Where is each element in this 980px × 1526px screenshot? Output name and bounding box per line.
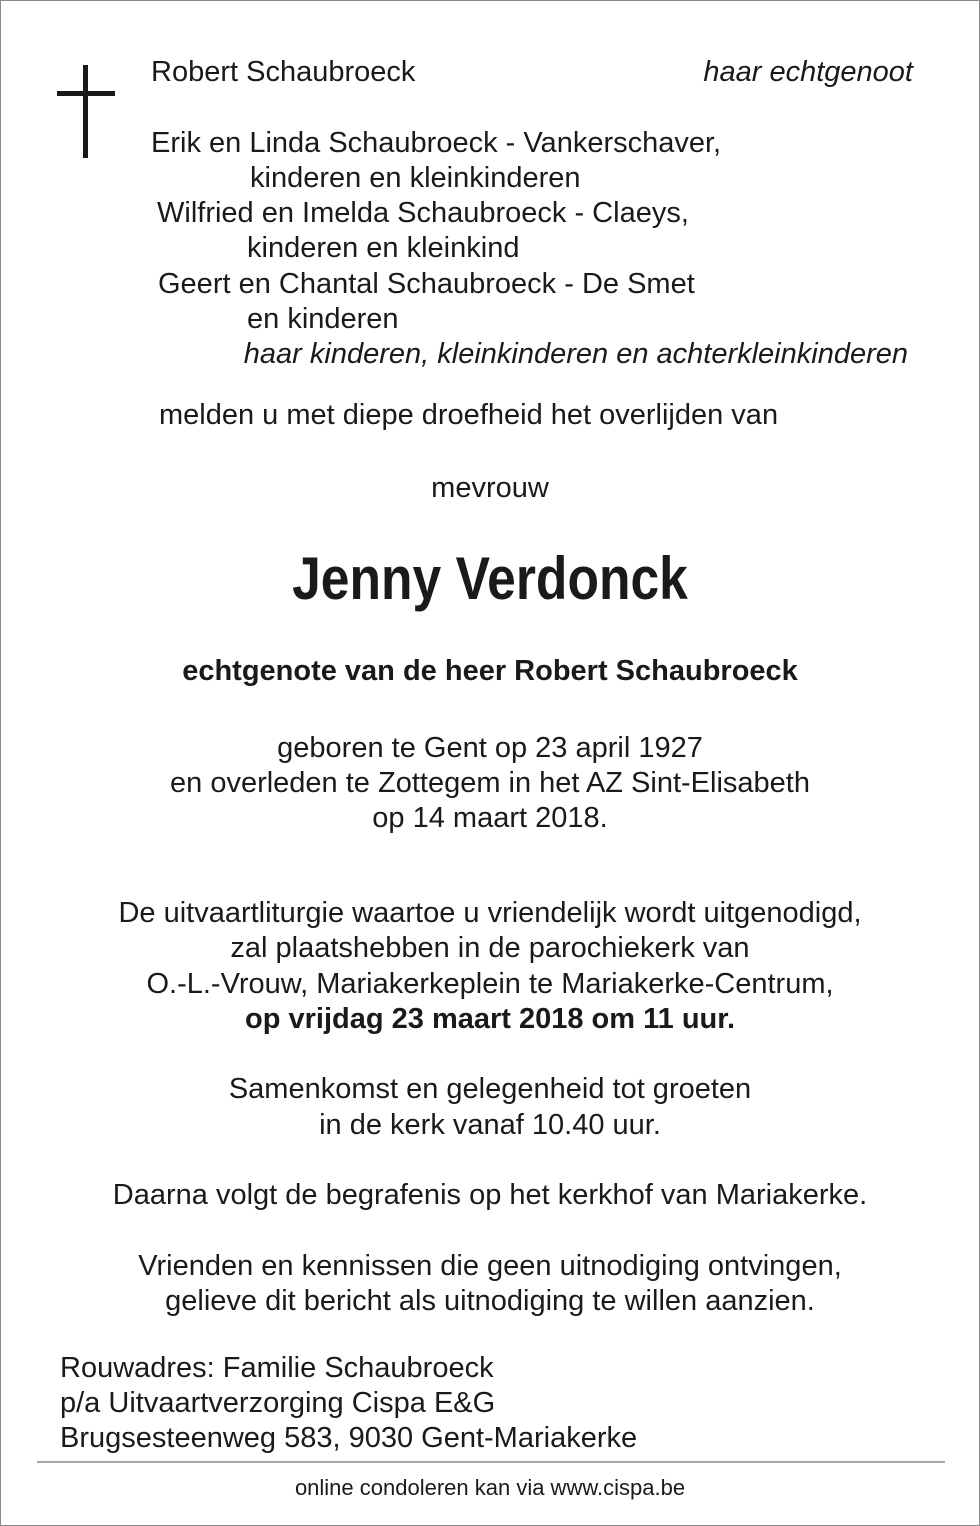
family-2-name: Wilfried en Imelda Schaubroeck - Claeys, [157, 197, 689, 229]
family-role: haar kinderen, kleinkinderen en achterkleinkinderen [243, 338, 908, 370]
husband-role: haar echtgenoot [703, 56, 913, 88]
footer-condolence-link[interactable]: online condoleren kan via www.cispa.be [294, 1475, 686, 1500]
invitation-line-1: Vrienden en kennissen die geen uitnodiging ontvingen, [138, 1250, 842, 1282]
death-line: en overleden te Zottegem in het AZ Sint-Elisabeth [170, 767, 810, 799]
death-date: op 14 maart 2018. [372, 802, 608, 834]
family-2-sub: kinderen en kleinkind [247, 232, 520, 264]
funeral-line-2: zal plaatshebben in de parochiekerk van [230, 932, 750, 964]
cross-vertical-bar [83, 65, 88, 158]
family-1-sub: kinderen en kleinkinderen [250, 162, 581, 194]
divider [37, 1461, 945, 1463]
deceased-relation: echtgenote van de heer Robert Schaubroeck [182, 655, 798, 687]
funeral-line-3: O.-L.-Vrouw, Mariakerkeplein te Mariakerke-Centrum, [146, 968, 834, 1000]
family-3-name: Geert en Chantal Schaubroeck - De Smet [158, 268, 695, 300]
burial-note: Daarna volgt de begrafenis op het kerkhof van Mariakerke. [112, 1179, 868, 1211]
announcement: melden u met diepe droefheid het overlijden van [159, 399, 779, 431]
address-line-3: Brugsesteenweg 583, 9030 Gent-Mariakerke [60, 1422, 638, 1454]
funeral-date: op vrijdag 23 maart 2018 om 11 uur. [245, 1003, 735, 1035]
family-1-name: Erik en Linda Schaubroeck - Vankerschaver, [151, 127, 722, 159]
birth-line: geboren te Gent op 23 april 1927 [277, 732, 703, 764]
husband-name: Robert Schaubroeck [151, 56, 416, 88]
deceased-name: Jenny Verdonck [292, 545, 688, 612]
address-line-1: Rouwadres: Familie Schaubroeck [60, 1352, 494, 1384]
family-3-sub: en kinderen [247, 303, 399, 335]
gathering-line-2: in de kerk vanaf 10.40 uur. [319, 1109, 661, 1141]
funeral-line-1: De uitvaartliturgie waartoe u vriendelijk wordt uitgenodigd, [118, 897, 862, 929]
invitation-line-2: gelieve dit bericht als uitnodiging te willen aanzien. [165, 1285, 815, 1317]
honorific: mevrouw [431, 472, 549, 504]
cross-horizontal-bar [57, 91, 115, 96]
address-line-2: p/a Uitvaartverzorging Cispa E&G [60, 1387, 496, 1419]
gathering-line-1: Samenkomst en gelegenheid tot groeten [228, 1073, 752, 1105]
